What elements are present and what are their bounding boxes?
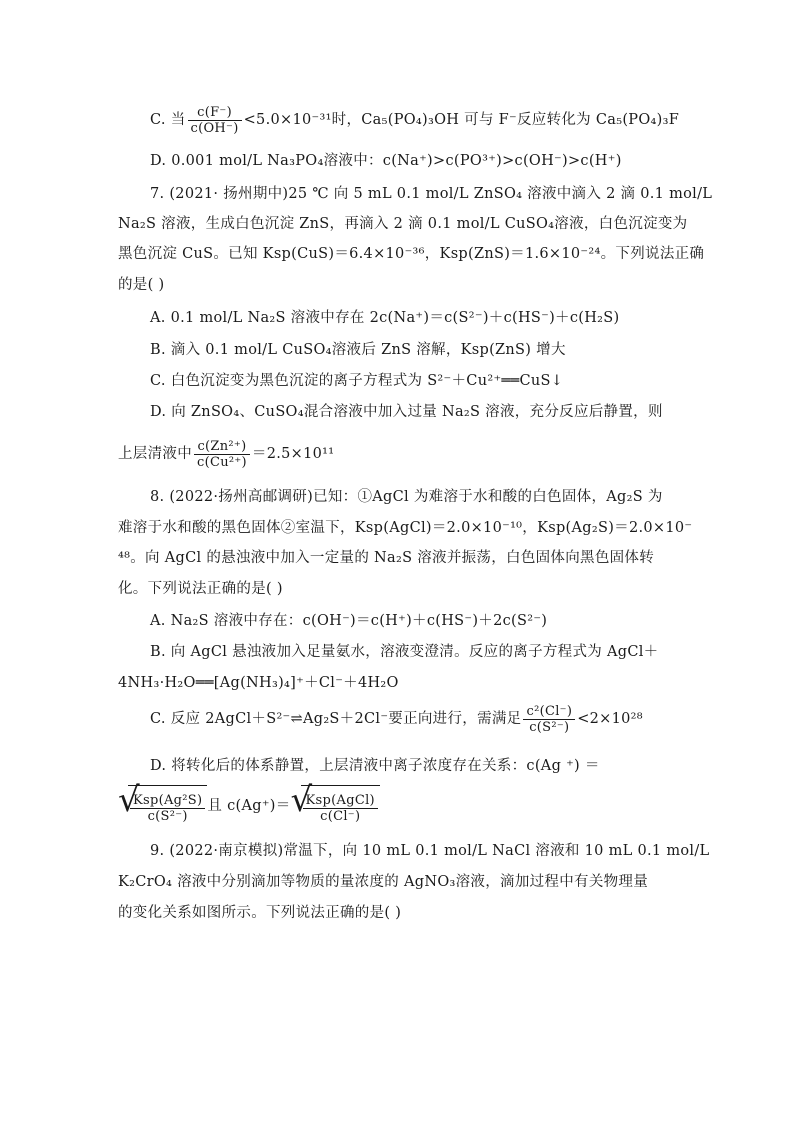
q8-option-d-fraction-2: [303, 793, 378, 824]
q8-stem-line-3: ⁴⁸。向 AgCl 的悬浊液中加入一定量的 Na₂S 溶液并振荡，白色固体向黑色固体转: [118, 550, 655, 566]
q8-option-c-prefix: C. 反应 2AgCl＋S²⁻⇌Ag₂S＋2Cl⁻要正向进行，需满足: [150, 711, 522, 727]
q8-option-d-fraction-1: [130, 793, 205, 824]
q8-option-c-numerator: c²(Cl⁻): [523, 704, 575, 720]
q7-option-d-prefix: 上层清液中: [118, 446, 192, 462]
q8-stem-line-4: 化。下列说法正确的是( ): [118, 581, 283, 597]
q8-option-d-sqrt-1: [118, 782, 207, 830]
q8-option-c: [150, 697, 710, 741]
radical-sign-icon: √: [118, 780, 140, 820]
q7-option-d-suffix: ＝2.5×10¹¹: [251, 446, 335, 462]
q8-option-b-line-1: B. 向 AgCl 悬浊液加入足量氨水，溶液变澄清。反应的离子方程式为 AgCl＋: [150, 644, 659, 660]
q8-option-d-line-1: D. 将转化后的体系静置，上层清液中离子浓度存在关系：c(Ag ⁺) ＝: [150, 758, 600, 774]
q7-option-b: B. 滴入 0.1 mol/L CuSO₄溶液后 ZnS 溶解，Ksp(ZnS) 增大: [150, 342, 566, 358]
q6-option-d: D. 0.001 mol/L Na₃PO₄溶液中：c(Na⁺)>c(PO³⁺)>c(OH⁻)>c(H⁺): [150, 153, 622, 169]
q8-option-d-denominator-2: c(Cl⁻): [320, 808, 361, 824]
q8-option-d-line-2: [118, 782, 678, 832]
q7-option-d-numerator: c(Zn²⁺): [194, 439, 250, 455]
q7-option-c: C. 白色沉淀变为黑色沉淀的离子方程式为 S²⁻＋Cu²⁺══CuS↓: [150, 373, 564, 389]
q8-option-d-numerator-1: Ksp(Ag²S): [130, 793, 205, 809]
q6-option-c-denominator: c(OH⁻): [190, 120, 239, 136]
q8-option-d-sqrt-2: [291, 782, 380, 830]
q8-stem-line-1: 8. (2022·扬州高邮调研)已知：①AgCl 为难溶于水和酸的白色固体，Ag₂S 为: [150, 489, 663, 505]
q8-option-d-mid: 且 c(Ag⁺)＝: [207, 798, 291, 814]
q7-option-d-line-2: [118, 432, 678, 476]
q6-option-c-suffix: <5.0×10⁻³¹时，Ca₅(PO₄)₃OH 可与 F⁻反应转化为 Ca₅(PO₄)₃F: [243, 112, 680, 128]
q9-stem-line-1: 9. (2022·南京模拟)常温下，向 10 mL 0.1 mol/L NaCl 溶液和 10 mL 0.1 mol/L: [150, 843, 710, 859]
q7-option-d-denominator: c(Cu²⁺): [197, 454, 247, 470]
q7-stem-line-1: 7. (2021· 扬州期中)25 ℃ 向 5 mL 0.1 mol/L ZnSO₄ 溶液中滴入 2 滴 0.1 mol/L: [150, 186, 713, 202]
q6-option-c: [150, 98, 710, 142]
radical-sign-icon: √: [290, 780, 313, 820]
q8-stem-line-2: 难溶于水和酸的黑色固体②室温下，Ksp(AgCl)＝2.0×10⁻¹⁰，Ksp(Ag₂S)＝2.0×10⁻: [118, 520, 693, 536]
q6-option-c-fraction: [188, 105, 242, 136]
q7-stem-line-4: 的是( ): [118, 277, 165, 293]
q6-option-c-numerator: c(F⁻): [188, 105, 242, 121]
q9-stem-line-2: K₂CrO₄ 溶液中分别滴加等物质的量浓度的 AgNO₃溶液，滴加过程中有关物理量: [118, 874, 649, 890]
q7-option-d-line-1: D. 向 ZnSO₄、CuSO₄混合溶液中加入过量 Na₂S 溶液，充分反应后静置，则: [150, 404, 663, 420]
q8-option-c-fraction: [523, 704, 575, 735]
q8-option-c-denominator: c(S²⁻): [529, 719, 570, 735]
q8-option-d-denominator-1: c(S²⁻): [147, 808, 188, 824]
q8-option-c-suffix: <2×10²⁸: [577, 711, 643, 727]
q7-option-a: A. 0.1 mol/L Na₂S 溶液中存在 2c(Na⁺)＝c(S²⁻)＋c(HS⁻)＋c(H₂S): [150, 310, 620, 326]
q7-option-d-fraction: [194, 439, 250, 470]
q8-option-a: A. Na₂S 溶液中存在：c(OH⁻)＝c(H⁺)＋c(HS⁻)＋2c(S²⁻): [150, 613, 548, 629]
q9-stem-line-3: 的变化关系如图所示。下列说法正确的是( ): [118, 905, 402, 921]
q6-option-c-prefix: C. 当: [150, 112, 186, 128]
q8-option-b-line-2: 4NH₃·H₂O══[Ag(NH₃)₄]⁺＋Cl⁻＋4H₂O: [118, 675, 399, 691]
q7-stem-line-2: Na₂S 溶液，生成白色沉淀 ZnS，再滴入 2 滴 0.1 mol/L CuSO₄溶液，白色沉淀变为: [118, 216, 688, 232]
q8-option-d-numerator-2: Ksp(AgCl): [303, 793, 378, 809]
q7-stem-line-3: 黑色沉淀 CuS。已知 Ksp(CuS)＝6.4×10⁻³⁶，Ksp(ZnS)＝1.6×10⁻²⁴。下列说法正确: [118, 246, 705, 262]
